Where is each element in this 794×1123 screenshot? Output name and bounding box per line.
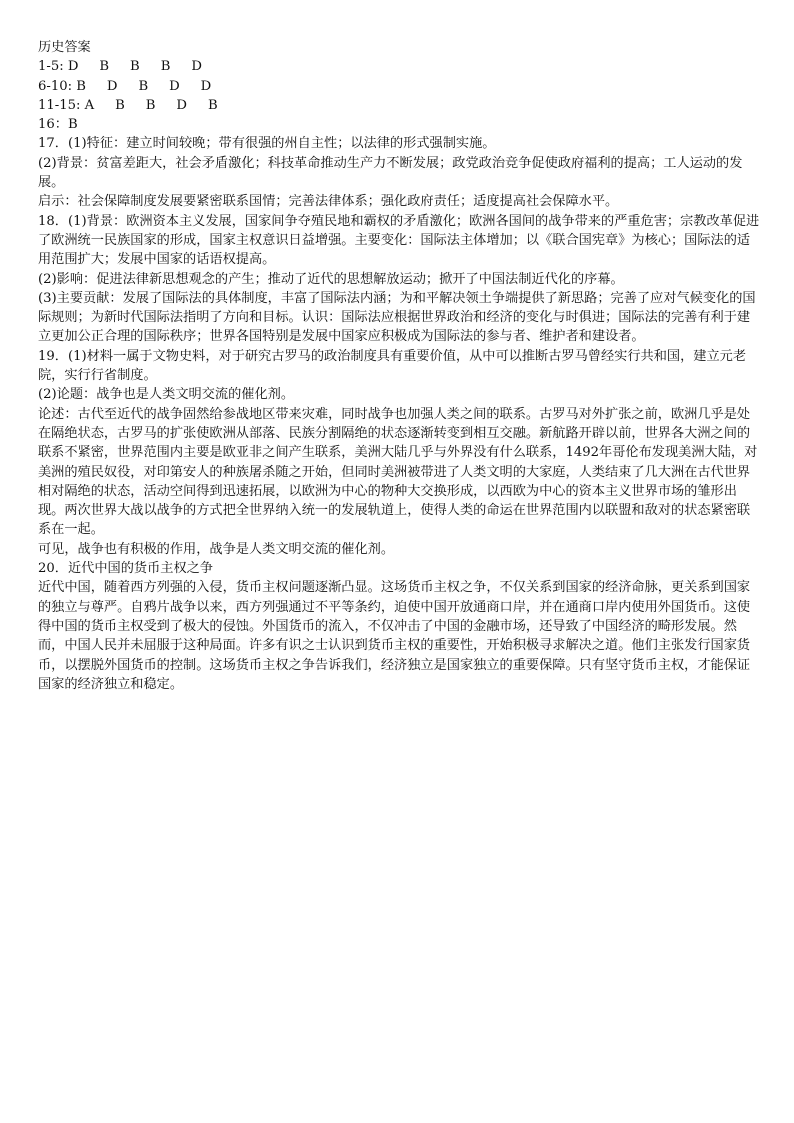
q18-part1-paragraph: 18．(1)背景：欧洲资本主义发展，国家间争夺殖民地和霸权的矛盾激化；欧洲各国间的战争带来的严重危害；宗教改革促进了欧洲统一民族国家的形成，国家主权意识日益增强。主要变化：国际法主体增加；以《联合国宪章》为核心；国际法的适用范围扩大；发展中国家的话语权提高。	[38, 213, 760, 268]
q20-heading: 20．近代中国的货币主权之争	[38, 561, 214, 577]
answer-document	[38, 38, 760, 694]
q17-part2-paragraph: (2)背景：贫富差距大，社会矛盾激化；科技革命推动生产力不断发展；政党政治竞争促使政府福利的提高；工人运动的发展。	[38, 155, 743, 191]
mc-answers-6-10: 6-10: B D B D D	[38, 78, 212, 94]
q18-part3-paragraph: (3)主要贡献：发展了国际法的具体制度，丰富了国际法内涵；为和平解决领土争端提供了新思路；完善了应对气候变化的国际规则；为新时代国际法指明了方向和目标。认识：国际法应根据世界政治和经济的变化与时俱进；国际法的完善有利于建立更加公正合理的国际秩序；世界各国特别是发展中国家应积极成为国际法的参与者、维护者和建设者。	[38, 290, 756, 345]
q19-conclusion-paragraph: 可见，战争也有积极的作用，战争是人类文明交流的催化剂。	[38, 541, 395, 557]
mc-answers-1-5: 1-5: D B B B D	[38, 59, 202, 75]
q19-thesis-paragraph: (2)论题：战争也是人类文明交流的催化剂。	[38, 387, 295, 403]
mc-answers-11-15: 11-15: A B B D B	[38, 97, 218, 113]
q19-argument-paragraph: 论述：古代至近代的战争固然给参战地区带来灾难，同时战争也加强人类之间的联系。古罗马对外扩张之前，欧洲几乎是处在隔绝状态，古罗马的扩张使欧洲从部落、民族分割隔绝的状态逐渐转变到相互交融。新航路开辟以前，世界各大洲之间的联系不紧密，世界范围内主要是欧亚非之间产生联系，美洲大陆几乎与外界没有什么联系，1492年哥伦布发现美洲大陆，对美洲的殖民奴役，对印第安人的种族屠杀随之开始，但同时美洲被带进了人类文明的大家庭，人类结束了几大洲在古代世界相对隔绝的状态，活动空间得到迅速拓展，以欧洲为中心的物种大交换形成，以西欧为中心的资本主义世界市场的雏形出现。两次世界大战以战争的方式把全世界纳入统一的发展轨道上，使得人类的命运在世界范围内以联盟和敌对的状态紧密联系在一起。	[38, 406, 758, 538]
q20-essay-paragraph: 近代中国，随着西方列强的入侵，货币主权问题逐渐凸显。这场货币主权之争，不仅关系到国家的经济命脉，更关系到国家的独立与尊严。自鸦片战争以来，西方列强通过不平等条约，迫使中国开放通商口岸，并在通商口岸内使用外国货币。这使得中国的货币主权受到了极大的侵蚀。外国货币的流入，不仅冲击了中国的金融市场，还导致了中国经济的畸形发展。然而，中国人民并未屈服于这种局面。许多有识之士认识到货币主权的重要性，开始积极寻求解决之道。他们主张发行国家货币，以摆脱外国货币的控制。这场货币主权之争告诉我们，经济独立是国家独立的重要保障。只有坚守货币主权，才能保证国家的经济独立和稳定。	[38, 580, 751, 692]
document-title: 历史答案	[38, 40, 91, 55]
q17-part1-paragraph: 17．(1)特征：建立时间较晚；带有很强的州自主性；以法律的形式强制实施。	[38, 136, 496, 152]
q17-insight-paragraph: 启示：社会保障制度发展要紧密联系国情；完善法律体系；强化政府责任；适度提高社会保障水平。	[38, 194, 619, 210]
mc-answer-16: 16：B	[38, 117, 78, 133]
q18-part2-paragraph: (2)影响：促进法律新思想观念的产生；推动了近代的思想解放运动；掀开了中国法制近代化的序幕。	[38, 271, 624, 287]
q19-part1-paragraph: 19．(1)材料一属于文物史料，对于研究古罗马的政治制度具有重要价值，从中可以推断古罗马曾经实行共和国，建立元老院，实行行省制度。	[38, 348, 747, 384]
